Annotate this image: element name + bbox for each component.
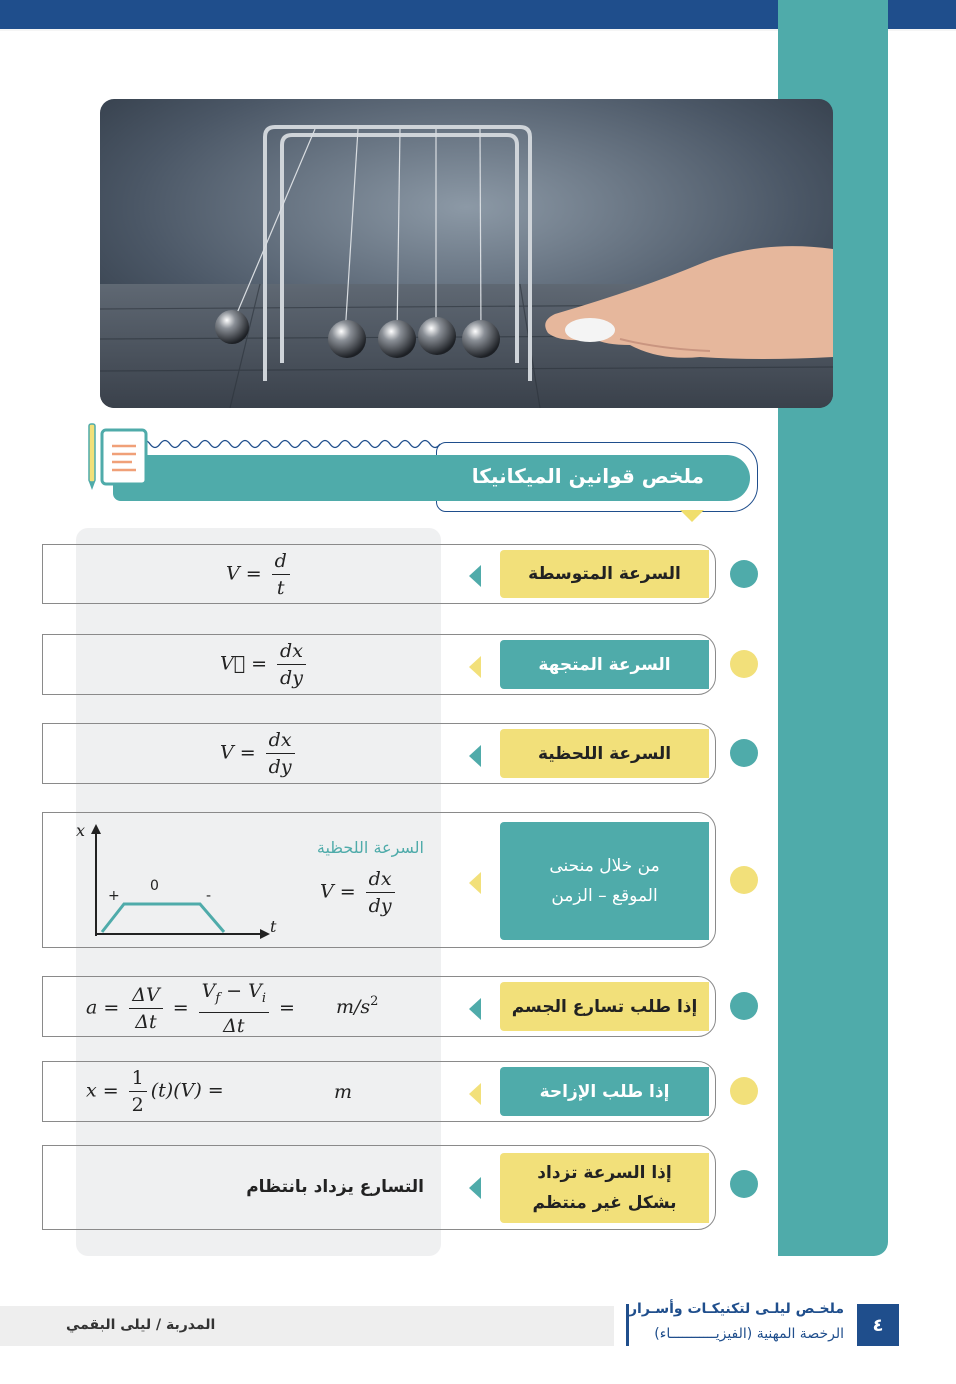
bullet-dot xyxy=(730,1170,758,1198)
formula-lhs: V xyxy=(320,880,334,903)
page-title: ملخص قوانين الميكانيكا xyxy=(471,464,704,488)
page-number: ٤ xyxy=(857,1304,899,1346)
denominator: t xyxy=(276,577,285,599)
label-vector-velocity: السرعة المتجهة xyxy=(500,640,709,689)
numerator: 1 xyxy=(129,1065,147,1092)
title-pointer xyxy=(680,510,704,522)
bullet-dot xyxy=(730,1077,758,1105)
bullet-dot xyxy=(730,866,758,894)
denominator: dy xyxy=(368,895,392,917)
denominator: Δt xyxy=(135,1011,157,1033)
graph-minus: - xyxy=(206,888,212,904)
footer-author: المدربة / ليلى البقمي xyxy=(66,1317,216,1333)
fraction xyxy=(199,978,269,1039)
row-average-speed xyxy=(42,544,716,604)
equals-sign: = xyxy=(251,652,268,675)
formula-lhs: a xyxy=(86,996,98,1019)
pointer-arrow-icon xyxy=(469,872,481,894)
fraction xyxy=(129,982,162,1035)
label-nonuniform-speed xyxy=(500,1153,709,1223)
formula-displacement xyxy=(86,1065,224,1118)
fraction xyxy=(272,548,290,601)
denominator: dy xyxy=(280,667,303,689)
note-instant-speed: السرعة اللحظية xyxy=(316,838,424,857)
denominator: dy xyxy=(268,756,292,778)
equals-sign: = xyxy=(103,996,120,1019)
numerator: dx xyxy=(277,638,306,665)
row-nonuniform-speed xyxy=(42,1145,716,1230)
pointer-arrow-icon xyxy=(469,745,481,767)
unit-displacement: m xyxy=(334,1081,353,1103)
fraction xyxy=(266,727,295,780)
formula-average-speed xyxy=(226,548,294,601)
equals-sign: = xyxy=(172,996,189,1019)
subscript: i xyxy=(261,991,266,1006)
graph-y-label: x xyxy=(76,821,86,840)
formula-lhs: x xyxy=(86,1079,97,1102)
bullet-dot xyxy=(730,992,758,1020)
fraction xyxy=(277,638,306,691)
title-banner xyxy=(113,455,750,501)
unit: m/s xyxy=(336,996,371,1018)
pointer-arrow-icon xyxy=(469,656,481,678)
scroll-document-icon xyxy=(86,420,152,490)
wave-decoration xyxy=(140,437,440,451)
bullet-dot xyxy=(730,560,758,588)
formula-lhs: V xyxy=(220,741,234,764)
pointer-arrow-icon xyxy=(469,1177,481,1199)
label-line-2: بشكل غير منتظم xyxy=(532,1193,677,1213)
unit-acceleration xyxy=(336,994,378,1018)
equals-sign: = xyxy=(279,996,295,1019)
footer-title-line-2: الرخصة المهنية (الفيزيـــــــــــاء) xyxy=(654,1326,844,1342)
superscript: 2 xyxy=(370,994,379,1009)
equals-sign: = xyxy=(245,562,262,585)
fraction xyxy=(366,866,395,919)
equals-sign: = xyxy=(339,880,356,903)
label-acceleration: إذا طلب تسارع الجسم xyxy=(500,982,709,1031)
numerator: dx xyxy=(366,866,395,893)
formula-rest: (t)(V) = xyxy=(150,1079,224,1102)
position-time-graph xyxy=(74,818,284,942)
formula-instant-speed xyxy=(220,727,299,780)
row-position-time-curve xyxy=(42,812,716,948)
label-average-speed: السرعة المتوسطة xyxy=(500,550,709,598)
label-instant-speed: السرعة اللحظية xyxy=(500,729,709,778)
graph-plus: + xyxy=(108,888,120,904)
label-line-1: من خلال منحنى xyxy=(549,856,660,876)
row-instant-speed xyxy=(42,723,716,784)
minus-sign: − xyxy=(226,980,243,1002)
denominator: Δt xyxy=(223,1015,245,1037)
graph-x-label: t xyxy=(270,917,277,936)
label-displacement: إذا طلب الإزاحة xyxy=(500,1067,709,1116)
denominator: 2 xyxy=(131,1094,144,1116)
bullet-dot xyxy=(730,650,758,678)
formula-acceleration xyxy=(86,978,301,1039)
label-position-time-curve xyxy=(500,822,709,940)
row-vector-velocity xyxy=(42,634,716,695)
footer-title-line-1: ملخـص ليلـى لتكنيكـات وأسـرار xyxy=(628,1301,844,1317)
fraction xyxy=(129,1065,147,1118)
label-line-1: إذا السرعة تزداد xyxy=(537,1163,672,1183)
numerator: d xyxy=(272,548,290,575)
numerator xyxy=(199,978,269,1013)
formula-vector-velocity xyxy=(220,638,310,691)
newtons-cradle-photo xyxy=(100,99,833,408)
formula-lhs: V xyxy=(226,562,240,585)
numerator: ΔV xyxy=(129,982,162,1009)
answer-uniform-acceleration: التسارع يزداد بانتظام xyxy=(246,1177,424,1197)
bullet-dot xyxy=(730,739,758,767)
numerator: dx xyxy=(266,727,295,754)
label-line-2: الموقع – الزمن xyxy=(551,886,658,906)
subscript: f xyxy=(215,991,221,1006)
pointer-arrow-icon xyxy=(469,998,481,1020)
formula-lhs: V⃗ xyxy=(220,652,246,675)
initial-velocity: V xyxy=(248,980,262,1002)
equals-sign: = xyxy=(239,741,256,764)
equals-sign: = xyxy=(102,1079,119,1102)
final-velocity: V xyxy=(201,980,216,1002)
formula-curve-velocity xyxy=(320,866,399,919)
graph-zero: 0 xyxy=(150,878,159,894)
row-acceleration xyxy=(42,976,716,1037)
pointer-arrow-icon xyxy=(469,565,481,587)
pointer-arrow-icon xyxy=(469,1083,481,1105)
row-displacement xyxy=(42,1061,716,1122)
